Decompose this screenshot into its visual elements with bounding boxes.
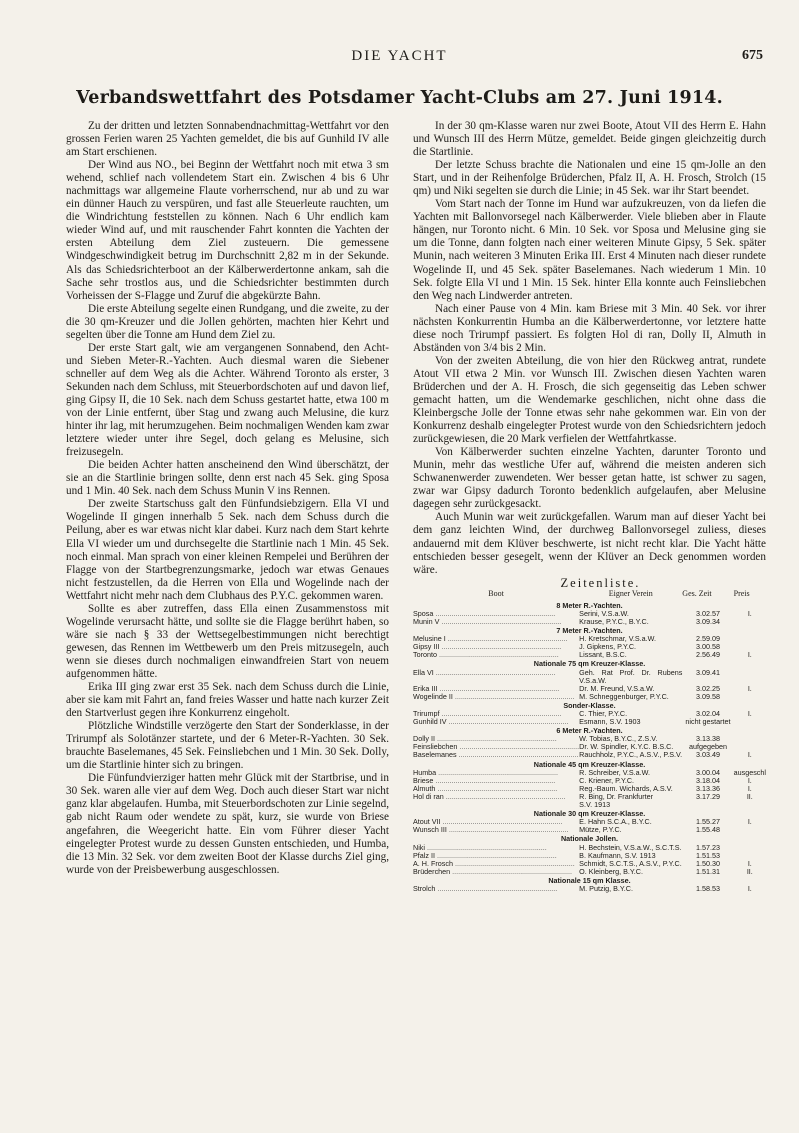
elapsed-time: 1.55.27 (695, 817, 720, 827)
owner-club: M. Schneggenburger, P.Y.C. (579, 691, 669, 701)
elapsed-time: 3.09.34 (695, 616, 720, 626)
result-row (413, 826, 766, 834)
class-label: Nationale 15 qm Klasse. (548, 875, 631, 885)
result-row (413, 801, 766, 809)
prize: I. (747, 783, 752, 793)
dot-leader: ............................................................ (434, 735, 557, 744)
prize: I. (747, 883, 752, 893)
boat-name: Trirumpf ............................................................ (413, 710, 562, 718)
elapsed-time: 1.58.53 (695, 883, 720, 893)
class-label: Nationale Jollen. (560, 834, 619, 844)
article-title: Verbandswettfahrt des Potsdamer Yacht-Clubs am 27. Juni 1914. (76, 88, 723, 108)
dot-leader: ............................................................ (443, 792, 566, 801)
article-paragraph: Zu der dritten und letzten Sonnabendnachmittag-Wettfahrt vor den grossen Ferien waren 25 Yachten gemeldet, die bis auf Gunhild IV alle am Start erschienen. (66, 120, 389, 159)
elapsed-time: 2.56.49 (695, 650, 720, 660)
boat-name: Ella VI ............................................................ (413, 668, 556, 677)
prize (734, 844, 766, 852)
boat-name: Pfalz II ............................................................ (413, 851, 557, 860)
boat-name: Hol di ran ............................................................ (413, 792, 566, 801)
boat-name: Gipsy III ............................................................ (413, 643, 562, 652)
boat-name: Brüderchen ............................................................ (413, 867, 572, 876)
dot-leader: ............................................................ (433, 668, 556, 677)
owner-club: R. Schreiber, V.S.a.W. (579, 767, 651, 777)
dot-leader: ............................................................ (445, 635, 568, 644)
elapsed-time: 1.50.30 (695, 858, 720, 868)
prize: ausgeschl (733, 767, 766, 777)
boat-name: Baselemanes ............................................................ (413, 751, 579, 760)
dot-leader: ............................................................ (435, 784, 558, 793)
result-row (413, 868, 766, 876)
owner-club: Dr. W. Spindler, K.Y.C. B.S.C. (579, 742, 674, 752)
elapsed-time (682, 801, 733, 809)
owner-club: R. Bing, Dr. Frankfurter (579, 791, 654, 801)
owner-club: C. Thier, P.Y.C. (579, 709, 628, 718)
elapsed-time: 3.18.04 (695, 775, 720, 785)
prize: II. (746, 866, 753, 876)
boat-name: Toronto ............................................................ (413, 651, 559, 660)
prize (734, 669, 766, 685)
article-paragraph: Nach einer Pause von 4 Min. kam Briese mit 3 Min. 40 Sek. vor ihrer nächsten Konkurrentin Humba an die Kälberwerdertonne, vor letztere hatte diese noch Trirumpf passiert. Es folgten Hol di ran, Dolly II, Almuth in Abständen von 3/4 bis 2 Min. (413, 302, 766, 354)
owner-club: M. Putzig, B.Y.C. (579, 883, 633, 893)
dot-leader: ............................................................ (452, 859, 575, 868)
article-paragraph: Plötzliche Windstille verzögerte den Start der Sonderklasse, in der Trirumpf als Solotänzer startete, und der 6 Meter-R-Yachten. 30 Sek. brauchte Baselemanes, 45 Sek. Feinsliebchen und 1 Min. 30 Sek. Dolly, um die Startlinie hinter sich zu bringen. (66, 720, 389, 772)
page-number: 675 (742, 48, 763, 63)
result-row (413, 718, 766, 726)
article-paragraph: Von Kälberwerder suchten einzelne Yachten, darunter Toronto und Munin, mehr das westliche Ufer auf, während die meisten anderen sich Schwanenwerder zuwendeten. Wer besser getan hatte, ist schwer zu sagen, zwar war Gipsy dadurch Toronto bedenklich aufgelaufen, aber Melusine dagegen sehr zurückgesackt. (413, 446, 766, 511)
class-label: Nationale 75 qm Kreuzer-Klasse. (533, 659, 646, 669)
article-paragraph: In der 30 qm-Klasse waren nur zwei Boote, Atout VII des Herrn E. Hahn und Wunsch III des Herrn Mütze, gemeldet. Beide gingen gleichzeitig durch die Startlinie. (413, 120, 766, 159)
prize: I. (747, 608, 752, 618)
article-paragraph: Die beiden Achter hatten anscheinend den Wind überschätzt, der sie an die Startlinie bringen sollte, denn erst nach 45 Sek. ging Sposa und 1 Min. 40 Sek. nach dem Schuss Munin V ins Rennen. (66, 459, 389, 498)
boat-name (413, 801, 579, 809)
dot-leader: ............................................................ (436, 768, 558, 777)
article-paragraph: Der zweite Startschuss galt den Fünfundsiebzigern. Ella VI und Wogelinde II gingen innerhalb 5 Sek. nach dem Schuss durch die Peilung, aber es war etwas nicht klar dabei. Kurz nach dem Start kehrte Ella VI wieder um und durchsegelte die Startlinie nach 1 Min. 45 Sek. noch einmal. Man sprach von einer kleinen Rempelei und Berühren der Flagge von der Startbegrenzungsmarke, jedoch war etwas Genaues nicht festzustellen, da die Herren von Ella und Wogelinde nach der Wettfahrt nicht mehr nach dem Clubhaus des P.Y.C. gekommen waren. (66, 498, 389, 602)
elapsed-time: 3.02.57 (695, 608, 720, 618)
elapsed-time: 1.51.53 (695, 850, 720, 860)
right-column-text (413, 120, 766, 577)
prize: II. (746, 791, 753, 801)
owner-club: C. Kriener, P.Y.C. (579, 775, 635, 785)
boat-name: Briese ............................................................ (413, 776, 556, 785)
article-paragraph: Vom Start nach der Tonne im Hund war aufzukreuzen, von da liefen die Yachten mit Ballonvorsegel nach Kälberwerder. Viele blieben aber in Flaute hängen, nur Toronto nicht. 6 Min. 10 Sek. vor Sposa und Melusine ging sie um die Tonne, dann folgten nach einer weiteren Minute Gipsy, 5 Sek. später Munin, nach weiteren 3 Minuten Erika III. Erst 4 Minuten nach dieser rundete Wogelinde II, und 45 Sek. später Baselemanes. Nach wiederum 1 Min. 10 Sek. folgte Ella VI und 1 Min. 15 Sek. hinter Ella konnte auch Feinsliebchen den Weg nach Lindwerder antreten. (413, 198, 766, 302)
prize: I. (747, 650, 752, 660)
elapsed-time: aufgegeben (688, 742, 727, 752)
elapsed-time: 3.17.29 (695, 791, 720, 801)
prize (734, 826, 766, 834)
owner-club: W. Tobias, B.Y.C., Z.S.V. (579, 734, 658, 744)
boat-name: Sposa ............................................................ (413, 609, 556, 618)
dot-leader: ............................................................ (433, 609, 556, 618)
results-heading: Zeitenliste. (560, 575, 641, 590)
boat-name: Niki ............................................................ (413, 843, 547, 852)
owner-club: H. Bechstein, V.S.a.W., S.C.T.S. (579, 842, 682, 852)
header-zeit: Ges. Zeit (682, 588, 712, 598)
owner-club: Lissant, B.S.C. (579, 650, 627, 660)
article-paragraph: Auch Munin war weit zurückgefallen. Warum man auf dieser Yacht bei dem ganz leichten Wind, der durchweg Ballonvorsegel zuliess, dieses andauernd mit dem Klüver beschwerte, ist nicht recht klar. Die Yacht hätte entschieden besser gesegelt, wenn der Klüver an Deck genommen worden wäre. (413, 511, 766, 576)
class-label: Nationale 45 qm Kreuzer-Klasse. (533, 759, 646, 769)
article-paragraph: Die Fünfundvierziger hatten mehr Glück mit der Startbrise, und in 30 Sek. waren alle vier auf dem Weg. Doch auch dieser Start war nicht ganz klar abgelaufen. Humba, mit Steuerbordschoten zur Linie segelnd, gab nicht Raum oder wendete zu spät, kurz, sie wurde von Briese angefahren, die Weegericht hatte. Ein vom Führer dieser Yacht eingelegter Protest wurde zu dessen Gunsten entschieden, und Humba, die 13 Min. 32 Sek. vor dem zweiten Boot der Klasse durchs Ziel ging, wurde von der Preisbewerbung ausgeschlossen. (66, 772, 389, 876)
owner-club: Rauchholz, P.Y.C., A.S.V., P.S.V. (579, 750, 683, 760)
prize (734, 618, 766, 626)
dot-leader: ............................................................ (437, 684, 560, 693)
elapsed-time: 3.03.49 (695, 750, 720, 760)
dot-leader: ............................................................ (439, 643, 562, 652)
boat-name: Melusine I ............................................................ (413, 635, 568, 644)
prize: I. (747, 817, 752, 827)
prize: I. (747, 775, 752, 785)
owner-club: Serini, V.S.a.W. (579, 608, 629, 618)
owner-club: Dr. M. Freund, V.S.a.W. (579, 683, 655, 693)
boat-name: Gunhild IV ............................................................ (413, 718, 569, 727)
result-row (413, 693, 766, 701)
elapsed-time: 3.02.04 (695, 709, 720, 718)
boat-name: Wunsch III ............................................................ (413, 826, 569, 835)
elapsed-time: 3.00.58 (695, 642, 720, 652)
prize (734, 718, 766, 726)
header-verein: Eigner Verein (608, 588, 653, 598)
boat-name: Wogelinde II ............................................................ (413, 692, 575, 701)
elapsed-time: 3.09.41 (695, 667, 720, 677)
article-paragraph: Der Wind aus NO., bei Beginn der Wettfahrt noch mit etwa 3 sm wehend, schlief nach vollendetem Start ein. Zwischen 4 bis 6 Uhr nachmittags war allgemeine Flaute vorherrschend, nur ab und zu war ein dünner Hauch zu verspüren, und fast alle Steuerleute rauchten, um die Windrichtung feststellen zu können. Nach 6 Uhr endlich kam wieder Wind auf, und mit rauschender Fahrt konnten die Yachten der ersten Abteilung dem Ziel zusteuern. Die gemessene Windgeschwindigkeit betrug im Durchschnitt 2,82 m in der Sekunde. Als das Schiedsrichterboot an der Kälberwerdertonne ankam, sah die Sache sehr trostlos aus, und die Schiedsrichter bestimmten durch Vorheissen der S-Flagge und Zuruf die abgekürzte Bahn. (66, 159, 389, 302)
dot-leader: ............................................................ (436, 651, 559, 660)
left-column (66, 120, 389, 877)
article-paragraph: Der letzte Schuss brachte die Nationalen und eine 15 qm-Jolle an den Start, und in der Reihenfolge Brüderchen, Pfalz II, A. H. Frosch, Strolch (15 qm) und Niki segelten sie durch die Linie; in 45 Sek. war ihr Start beendet. (413, 159, 766, 198)
dot-leader: ............................................................ (457, 743, 580, 752)
boat-name: Almuth ............................................................ (413, 784, 558, 793)
dot-leader: ............................................................ (450, 867, 572, 876)
running-head (0, 48, 799, 70)
owner-club: J. Gipkens, P.Y.C. (579, 642, 637, 652)
owner-club: B. Kaufmann, S.V. 1913 (579, 850, 656, 860)
result-row (413, 885, 766, 893)
class-label: Nationale 30 qm Kreuzer-Klasse. (533, 809, 646, 819)
boat-name: Feinsliebchen ............................................................ (413, 743, 580, 752)
results-header-row (413, 590, 766, 601)
header-preis: Preis (733, 588, 750, 598)
right-column (413, 120, 766, 893)
result-row (413, 751, 766, 759)
boat-name: Erika III ............................................................ (413, 684, 560, 693)
owner-club: Esmann, S.V. 1903 (579, 717, 641, 727)
class-label: 6 Meter R.-Yachten. (556, 726, 623, 736)
elapsed-time: nicht gestartet (685, 717, 731, 727)
dot-leader: ............................................................ (446, 826, 569, 835)
elapsed-time: 1.51.31 (695, 866, 720, 876)
dot-leader: ............................................................ (435, 884, 558, 893)
elapsed-time: 2.59.09 (695, 634, 720, 644)
elapsed-time: 3.13.36 (695, 783, 720, 793)
dot-leader: ............................................................ (452, 692, 575, 701)
dot-leader: ............................................................ (439, 710, 562, 718)
owner-club: Schmidt, S.C.T.S., A.S.V., P.Y.C. (579, 858, 682, 868)
elapsed-time: 1.55.48 (695, 825, 720, 835)
article-paragraph: Erika III ging zwar erst 35 Sek. nach dem Schuss durch die Linie, aber sie kam mit Fahrt an, fand freies Wasser und hatte nach kurzer Zeit den Startverlust gegen ihre Konkurrenz eingeholt. (66, 681, 389, 720)
dot-leader: ............................................................ (440, 818, 563, 827)
elapsed-time: 3.09.58 (695, 691, 720, 701)
result-row (413, 651, 766, 659)
article-paragraph: Der erste Start galt, wie am vergangenen Sonnabend, den Acht- und Sieben Meter-R.-Yachten. Auch diesmal waren die Siebener schneller auf dem Weg als die Achter. Während Toronto als erster, 3 Sekunden nach dem Schluss, mit Steuerbordschoten auf und davon lief, ging Gipsy II, die 10 Sek. nach dem Schuss gestartet hatte, etwa 100 m von der Linie entfernt, über Stag und zwang auch Melusine, die kurz hinter ihr lag, mit herumzugehen. Beim nochmaligen Wenden kam zwar letztere wieder unter ihre Segel, doch gelang es Melusine, sich freizusegeln. (66, 341, 389, 459)
owner-club: S.V. 1913 (579, 800, 611, 810)
prize: I. (747, 709, 752, 718)
running-title: DIE YACHT (351, 48, 448, 64)
prize (734, 801, 766, 809)
class-label: Sonder-Klasse. (563, 700, 616, 710)
result-row (413, 669, 766, 685)
prize: I. (747, 683, 752, 693)
elapsed-time: 3.13.38 (695, 734, 720, 744)
boat-name: Humba ............................................................ (413, 768, 558, 777)
owner-club: O. Kleinberg, B.Y.C. (579, 866, 643, 876)
owner-club: Krause, P.Y.C., B.Y.C. (579, 616, 649, 626)
prize: I. (747, 858, 752, 868)
dot-leader: ............................................................ (424, 843, 547, 852)
owner-club: Mütze, P.Y.C. (579, 825, 622, 835)
elapsed-time: 3.00.04 (695, 767, 720, 777)
owner-club: Reg.-Baum. Wichards, A.S.V. (579, 783, 673, 793)
boat-name: Dolly II ............................................................ (413, 735, 557, 744)
dot-leader: ............................................................ (446, 718, 569, 727)
dot-leader: ............................................................ (433, 776, 556, 785)
dot-leader: ............................................................ (439, 617, 562, 626)
owner-club: H. Kretschmar, V.S.a.W. (579, 634, 656, 644)
results-body (413, 601, 766, 893)
boat-name: Strolch ............................................................ (413, 884, 558, 893)
owner-club: Geh. Rat Prof. Dr. Rubens V.S.a.W. (579, 667, 683, 685)
prize: I. (747, 750, 752, 760)
elapsed-time: 1.57.23 (695, 842, 720, 852)
prize (734, 635, 766, 643)
boat-name: Atout VII ............................................................ (413, 818, 563, 827)
article-paragraph: Von der zweiten Abteilung, die von hier den Rückweg antrat, rundete Atout VII etwa 2 Min. vor Wunsch III. Zwischen diesen Yachten waren Brüderchen und der A. H. Frosch, die sich gegenseitig das Leben schwer gemacht hatten, um die Wendemarke geschlichen, nicht ohne dass die Kleinbergsche Jolle der Tonne etwas sehr nahe gekommen war. Ein von der Konkurrenz deshalb eingelegter Protest wurde von den Schiedsrichtern jedoch zurückgewiesen, die 20 Mark verfielen der Wettfahrtkasse. (413, 354, 766, 446)
results-table (413, 590, 766, 893)
boat-name: A. H. Frosch ............................................................ (413, 859, 575, 868)
prize (734, 693, 766, 701)
article-paragraph: Sollte es aber zutreffen, dass Ella einen Zusammenstoss mit Wogelinde verursacht hätte, und sollte sie die Flagge berührt haben, so wäre sie nach § 33 der Wettsegelbestimmungen nicht berechtigt gewesen, das Rennen im Wettbewerb um den Preis mitzusegeln, auch wenn sie dieses durch nochmaligen einwandfreien Start von neuem aufgenommen hätte. (66, 602, 389, 680)
header-boot: Boot (488, 588, 504, 598)
class-label: 8 Meter R.-Yachten. (556, 600, 623, 610)
elapsed-time: 3.02.25 (695, 683, 720, 693)
boat-name: Munin V ............................................................ (413, 617, 562, 626)
dot-leader: ............................................................ (456, 751, 579, 760)
class-label: 7 Meter R.-Yachten. (556, 626, 623, 636)
prize (734, 735, 766, 743)
dot-leader: ............................................................ (434, 851, 557, 860)
result-row (413, 618, 766, 626)
owner-club: E. Hahn S.C.A., B.Y.C. (579, 817, 652, 827)
article-paragraph: Die erste Abteilung segelte einen Rundgang, und die zweite, zu der die 30 qm-Kreuzer und die Jollen gehörten, machten hier Kehrt und segelten über die Tonne am Hund dem Ziel zu. (66, 302, 389, 341)
